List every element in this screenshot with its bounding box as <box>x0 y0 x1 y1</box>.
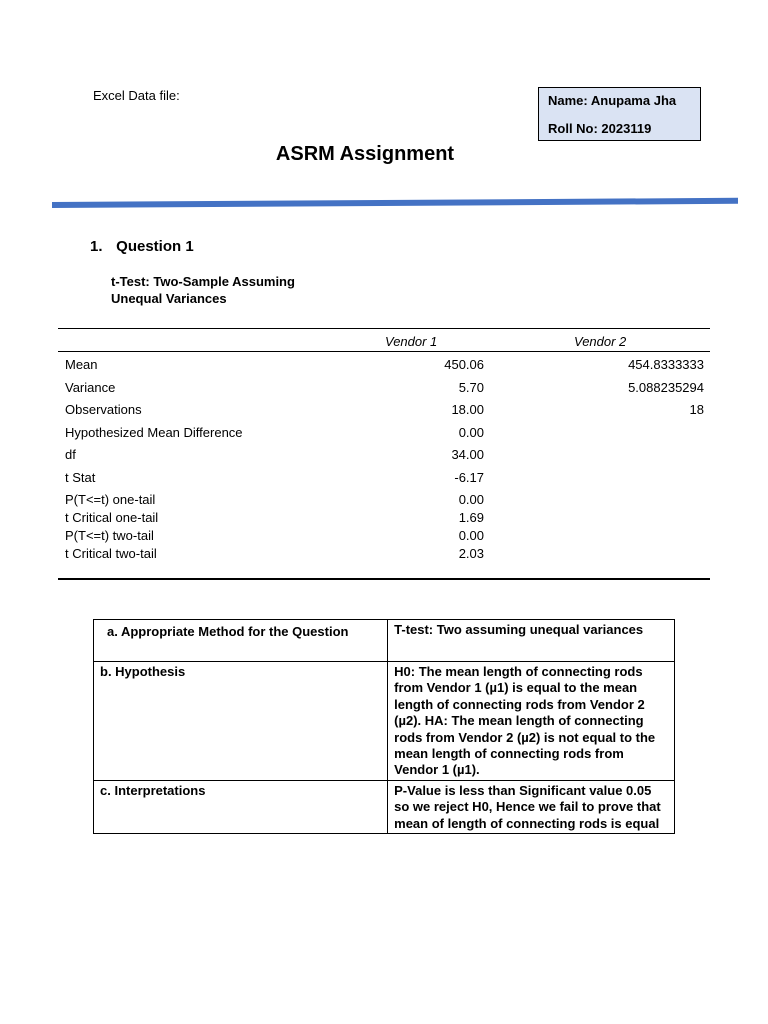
ttest-title: t-Test: Two-Sample Assuming Unequal Variances <box>111 274 295 306</box>
answer-content: T-test: Two assuming unequal variances <box>388 620 675 662</box>
row-label: t Critical two-tail <box>65 546 157 561</box>
table-row <box>94 780 675 833</box>
row-label: Mean <box>65 357 98 372</box>
table-row <box>94 620 675 662</box>
vendor-1-value: 0.00 <box>458 492 484 507</box>
row-label: P(T<=t) one-tail <box>65 492 156 507</box>
answer-content: H0: The mean length of connecting rods from Vendor 1 (µ1) is equal to the mean length of connecting rods from Vendor 2 (µ2). HA: The mean length of connecting rods from Vendor 2 (µ2) is not equal to the mean length of connecting rods from Vendor 1 (µ1). <box>388 662 675 781</box>
table-row <box>94 662 675 781</box>
excel-data-label: Excel Data file: <box>93 88 180 103</box>
vendor-2-value: 454.8333333 <box>628 357 704 372</box>
answer-content: P-Value is less than Significant value 0.05 so we reject H0, Hence we fail to prove that mean of length of connecting rods is equal <box>388 780 675 833</box>
vendor-1-value: 34.00 <box>451 447 484 462</box>
row-label: P(T<=t) two-tail <box>65 528 154 543</box>
answer-label: a. Appropriate Method for the Question <box>94 620 388 662</box>
row-label: df <box>65 447 76 462</box>
column-header-vendor-1: Vendor 1 <box>385 334 438 349</box>
vendor-1-value: 0.00 <box>458 425 484 440</box>
question-heading <box>90 238 194 255</box>
row-label: t Stat <box>65 470 96 485</box>
answer-table <box>93 619 675 834</box>
row-label: Variance <box>65 380 116 395</box>
student-info-box <box>538 87 701 141</box>
row-label: Observations <box>65 402 142 417</box>
answer-label: c. Interpretations <box>94 780 388 833</box>
row-label: Hypothesized Mean Difference <box>65 425 243 440</box>
vendor-1-value: 5.70 <box>458 380 484 395</box>
column-header-vendor-2: Vendor 2 <box>574 334 627 349</box>
page-title: ASRM Assignment <box>275 143 455 165</box>
vendor-2-value: 5.088235294 <box>628 380 704 395</box>
vendor-1-value: 2.03 <box>458 546 484 561</box>
vendor-1-value: -6.17 <box>454 470 484 485</box>
vendor-1-value: 1.69 <box>458 510 484 525</box>
vendor-2-value: 18 <box>689 402 704 417</box>
stats-table-top-rule <box>58 328 710 329</box>
vendor-1-value: 18.00 <box>451 402 484 417</box>
stats-table-bottom-rule <box>58 578 710 580</box>
student-name: Name: Anupama Jha <box>548 93 677 108</box>
vendor-1-value: 0.00 <box>458 528 484 543</box>
row-label: t Critical one-tail <box>65 510 159 525</box>
question-label: Question 1 <box>116 238 194 255</box>
answer-label: b. Hypothesis <box>94 662 388 781</box>
title-divider <box>52 198 738 208</box>
roll-number: Roll No: 2023119 <box>548 121 652 136</box>
vendor-1-value: 450.06 <box>444 357 484 372</box>
stats-table-header-rule <box>58 351 710 352</box>
question-number: 1. <box>90 238 103 255</box>
